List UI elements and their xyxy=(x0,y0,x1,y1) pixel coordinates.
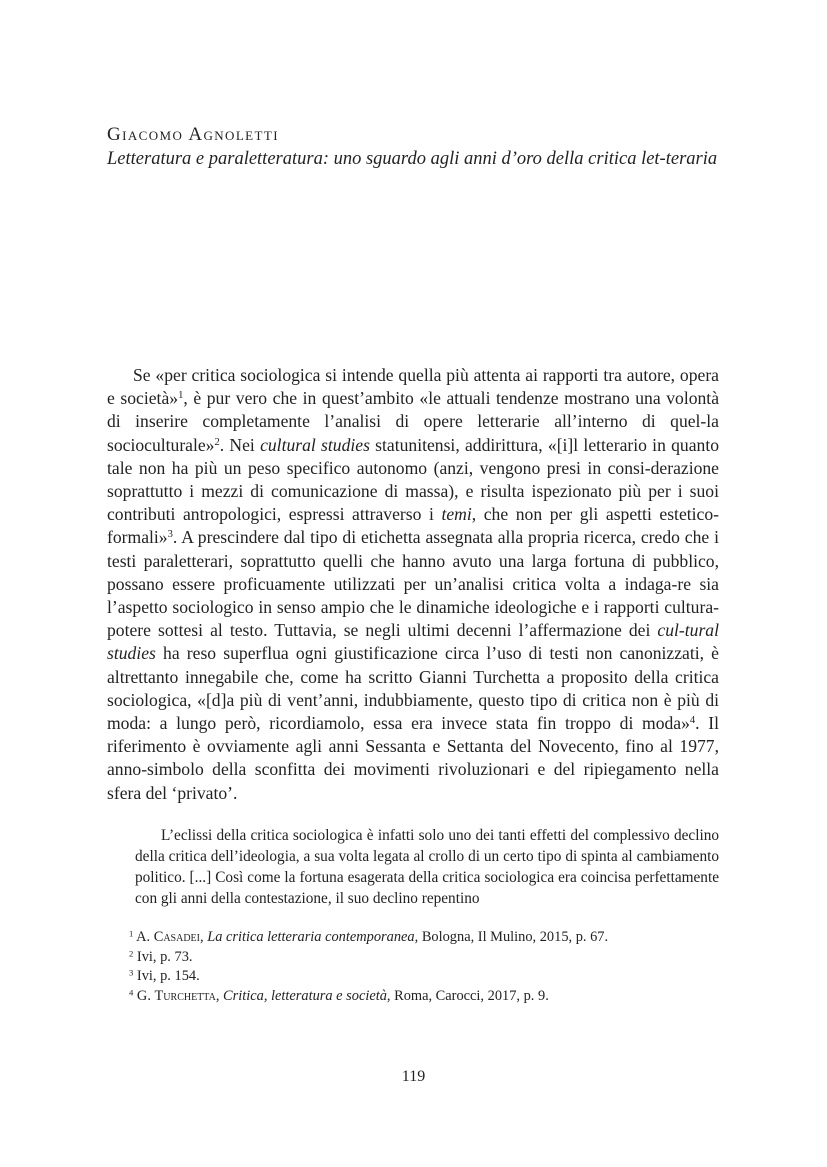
footnote-text: Ivi, p. 73. xyxy=(136,948,193,965)
citation-details: , Bologna, Il Mulino, 2015, p. 67. xyxy=(414,929,609,945)
citation-details: , Roma, Carocci, 2017, p. 9. xyxy=(386,987,549,1004)
italic-term: cultural studies xyxy=(260,434,370,455)
footnote xyxy=(129,987,719,1007)
work-title: La critica letteraria contemporanea xyxy=(207,929,415,945)
separator: , xyxy=(215,987,224,1004)
footnote-number: 3 xyxy=(129,967,134,978)
article-header xyxy=(107,122,719,172)
footnote-ref: 3 xyxy=(167,529,173,541)
italic-term: cul-tural studies xyxy=(107,620,719,664)
footnote-number: 1 xyxy=(129,928,134,939)
text-run: , che non per gli aspetti estetico-formali» xyxy=(107,504,719,548)
author-initial: A. xyxy=(136,929,154,945)
author-initial: G. xyxy=(136,987,155,1004)
text-run: statunitensi, addirittura, «[i]l letterario in quanto tale non ha più un peso specifico autonomo (anzi, vengono presi in consi-derazione soprattutto i mezzi di comunicazione di massa), e risulta ispezionato più per i suoi contributi antropologici, espressi attraverso i xyxy=(107,434,719,525)
footnote xyxy=(129,967,719,987)
page-number: 119 xyxy=(401,1068,426,1085)
footnote-ref: 4 xyxy=(689,715,696,727)
author-surname: Turchetta xyxy=(154,987,216,1004)
text-run: . Il riferimento è ovviamente agli anni Sessanta e Settanta del Novecento, fino al 1977, anno-simbolo della sconfitta dei movimenti rivoluzionari e del ripiegamento nella sfera del ‘privato’. xyxy=(107,713,719,803)
text-run: , è pur vero che in quest’ambito «le attuali tendenze mostrano una volontà di inserire completamente l’analisi di opere letterarie all’interno di quel-la socioculturale» xyxy=(107,388,720,455)
block-quote xyxy=(135,825,719,909)
text-run: ha reso superflua ogni giustificazione circa l’uso di testi non canonizzati, è altrettanto innegabile che, come ha scritto Gianni Turchetta a proposito della critica sociologica, «[d]a più di vent’anni, indubbiamente, questo tipo di critica non è più di moda: a lungo però, ricordiamolo, essa era invece stata fin troppo di moda» xyxy=(107,643,719,734)
work-title: Critica, letteratura e società xyxy=(223,987,387,1004)
footnote-number: 4 xyxy=(129,986,134,997)
text-run: . Nei xyxy=(219,434,261,455)
footnote xyxy=(129,928,719,948)
article-title: Letteratura e paraletteratura: uno sguardo agli anni d’oro della critica let-teraria xyxy=(107,149,718,169)
paragraph xyxy=(107,364,719,805)
footnotes xyxy=(129,928,719,1006)
text-run: . A prescindere dal tipo di etichetta assegnata alla propria ricerca, credo che i testi paraletterari, soprattutto quelli che hanno avuto una larga fortuna di pubblico, possano essere proficuamente utilizzati per un’analisi critica volta a indaga-re sia l’aspetto sociologico in senso ampio che le dinamiche ideologiche e i rapporti cultura-potere sottesi al testo. Tuttavia, se negli ultimi decenni l’affermazione dei xyxy=(107,527,719,641)
author-surname: Casadei xyxy=(153,929,200,945)
italic-term: temi xyxy=(441,504,472,525)
quote-text: L’eclissi della critica sociologica è infatti solo uno dei tanti effetti del complessivo declino della critica dell’ideologia, a sua volta legata al crollo di un certo tipo di spinta al cambiamento politico. [...] Così come la fortuna esagerata della critica sociologica era coincisa perfettamente con gli anni della contestazione, il suo declino repentino xyxy=(135,827,719,907)
footnote-ref: 1 xyxy=(178,390,184,402)
text-run: Se «per critica sociologica si intende quella più attenta ai rapporti tra autore, opera e società» xyxy=(107,365,719,409)
main-text xyxy=(107,364,719,805)
separator: , xyxy=(199,929,208,945)
footnote-ref: 2 xyxy=(214,436,220,448)
footnote-number: 2 xyxy=(129,947,134,958)
footnote xyxy=(129,948,719,968)
author-name: Giacomo Agnoletti xyxy=(107,124,279,145)
footnote-text: Ivi, p. 154. xyxy=(136,968,200,984)
